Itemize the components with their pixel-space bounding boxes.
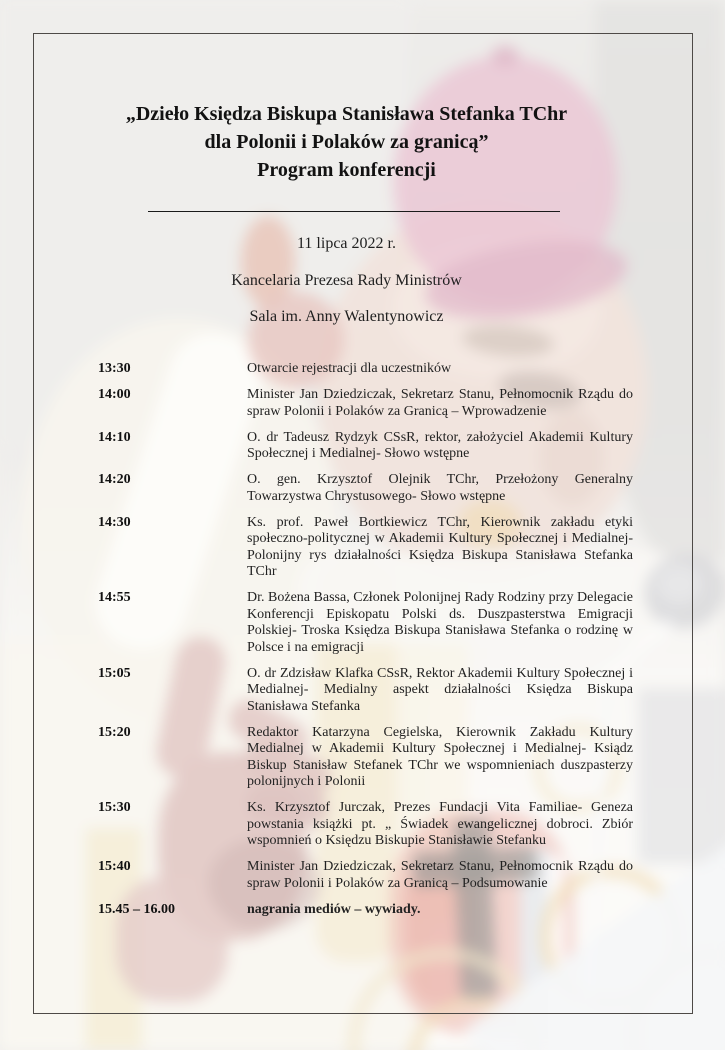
schedule-description: O. gen. Krzysztof Olejnik TChr, Przełożony Generalny Towarzystwa Chrystusowego- Słowo wstępne bbox=[247, 472, 633, 504]
schedule-time: 15.45 – 16.00 bbox=[98, 901, 175, 917]
schedule-description: Ks. prof. Paweł Bortkiewicz TChr, Kierownik zakładu etyki społeczno-politycznej w Akademii Kultury Społecznej i Medialnej- Polonijny rys działalności Księdza Biskupa Stanisława Stefanka TChr bbox=[247, 514, 633, 579]
divider-line bbox=[148, 211, 560, 212]
page-title bbox=[60, 100, 633, 184]
title-line-1: „Dzieło Księdza Biskupa Stanisława Stefanka TChr bbox=[125, 103, 568, 125]
schedule-description: Ks. Krzysztof Jurczak, Prezes Fundacji Vita Familiae- Geneza powstania książki pt. „ Świadek ewangelicznej dobroci. Zbiór wspomnień o Księdzu Biskupie Stanisławie Stefanku bbox=[247, 800, 633, 848]
title-line-3: Program konferencji bbox=[257, 159, 436, 181]
schedule-row bbox=[60, 361, 633, 378]
schedule-time: 14:20 bbox=[98, 472, 131, 487]
schedule-time: 14:55 bbox=[98, 590, 131, 605]
schedule-time: 14:00 bbox=[98, 387, 131, 402]
schedule-time: 14:10 bbox=[98, 429, 131, 445]
schedule-time: 14:30 bbox=[98, 514, 131, 530]
schedule-description: Dr. Bożena Bassa, Członek Polonijnej Rady Rodziny przy Delegacie Konferencji Episkopatu Polski ds. Duszpasterstwa Emigracji Polskiej- Troska Księdza Biskupa Stanisława Stefanka o rodzinę w Polsce i na emigracji bbox=[247, 590, 633, 655]
schedule-time: 15:40 bbox=[98, 859, 131, 874]
schedule-description: O. dr Zdzisław Klafka CSsR, Rektor Akademii Kultury Społecznej i Medialnej- Medialny aspekt działalności Księdza Biskupa Stanisława Stefanka bbox=[247, 665, 633, 714]
event-date: 11 lipca 2022 r. bbox=[297, 235, 396, 252]
room-name: Sala im. Anny Walentynowicz bbox=[249, 308, 444, 325]
schedule-time: 13:30 bbox=[98, 361, 131, 376]
schedule-description: Redaktor Katarzyna Cegielska, Kierownik Zakładu Kultury Medialnej w Akademii Kultury Społecznej i Medialnej- Ksiądz Biskup Stanisław Stefanek TChr we wspomnieniach duszpasterzy polonijnych i Polonii bbox=[247, 724, 633, 789]
venue-name: Kancelaria Prezesa Rady Ministrów bbox=[231, 272, 462, 289]
schedule-time: 15:30 bbox=[98, 800, 131, 815]
schedule-row bbox=[60, 472, 633, 505]
schedule-row bbox=[60, 902, 633, 919]
schedule-description: O. dr Tadeusz Rydzyk CSsR, rektor, założyciel Akademii Kultury Społecznej i Medialnej- Słowo wstępne bbox=[247, 429, 633, 461]
schedule-time: 15:20 bbox=[98, 724, 131, 740]
document-content bbox=[60, 0, 633, 928]
schedule-row bbox=[60, 590, 633, 656]
schedule-row bbox=[60, 387, 633, 420]
schedule-row bbox=[60, 800, 633, 850]
schedule-description: nagrania mediów – wywiady. bbox=[247, 901, 421, 917]
schedule-time: 15:05 bbox=[98, 665, 131, 681]
schedule-description: Minister Jan Dziedziczak, Sekretarz Stanu, Pełnomocnik Rządu do spraw Polonii i Polaków za Granicą – Podsumowanie bbox=[247, 859, 633, 891]
schedule-row bbox=[60, 725, 633, 791]
schedule-row bbox=[60, 666, 633, 716]
schedule-row bbox=[60, 430, 633, 463]
schedule-row bbox=[60, 515, 633, 581]
schedule-description: Otwarcie rejestracji dla uczestników bbox=[247, 361, 452, 376]
title-line-2: dla Polonii i Polaków za granicą” bbox=[204, 131, 489, 153]
schedule-list bbox=[60, 361, 633, 918]
schedule-row bbox=[60, 859, 633, 892]
schedule-description: Minister Jan Dziedziczak, Sekretarz Stanu, Pełnomocnik Rządu do spraw Polonii i Polaków za Granicą – Wprowadzenie bbox=[247, 387, 633, 419]
